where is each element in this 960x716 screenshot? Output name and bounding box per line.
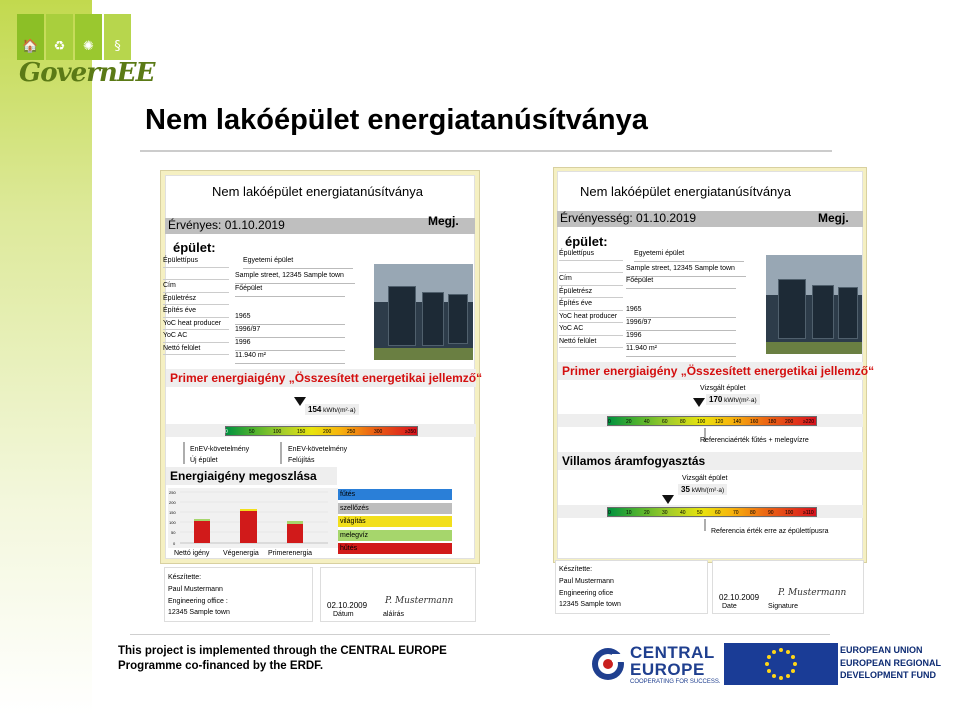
ce-line: CENTRAL [630, 643, 715, 662]
scale-tick: 120 [715, 419, 724, 425]
field-label: Épületrész [163, 293, 229, 306]
prepared-office: Engineering ofice [559, 590, 614, 597]
right-marker-value: 170 [709, 395, 723, 404]
right-signature-label: Signature [768, 603, 798, 610]
net-area-value: 11.940 m² [626, 345, 736, 357]
right-building-heading: épület: [565, 234, 608, 249]
logo-band [0, 0, 92, 716]
net-area-value: 11.940 m² [235, 352, 345, 364]
left-building-heading: épület: [173, 240, 216, 255]
field-label: Nettó felület [559, 336, 623, 349]
ce-tagline: COOPERATING FOR SUCCESS. [630, 679, 721, 685]
left-field-labels [163, 255, 229, 355]
right-marker-arrow [693, 398, 705, 407]
page-title: Nem lakóépület energiatanúsítványa [145, 104, 648, 136]
scale-tick: 0 [608, 419, 611, 425]
scale-tick: 80 [750, 510, 756, 516]
paragraph-icon: § [104, 14, 131, 60]
breakdown-axis-tick: 250 [169, 490, 176, 495]
scale-tick: 180 [768, 419, 777, 425]
breakdown-axis-tick: 200 [169, 500, 176, 505]
eu-flag [724, 643, 838, 685]
field-label: YoC heat producer [559, 311, 623, 324]
eu-fund-text [840, 644, 941, 682]
left-cert-title: Nem lakóépület energiatanúsítványa [212, 184, 424, 199]
requirement-new-sub: Új épület [190, 457, 218, 464]
scale-tick: 20 [626, 419, 632, 425]
electric-reference-note: Referencia érték erre az épülettípusra [711, 528, 829, 535]
electric-marker-arrow [662, 495, 674, 504]
title-divider [140, 150, 832, 152]
right-marker-label: Vizsgált épület [700, 385, 746, 392]
scale-tick: 200 [785, 419, 794, 425]
footer-divider [130, 634, 830, 635]
requirement-renov-sub: Felújítás [288, 457, 315, 464]
breakdown-bar-net [194, 521, 210, 543]
central-europe-logo [590, 644, 720, 688]
scale-tick: 0 [608, 510, 611, 516]
left-marker-unit: kWh/(m²·a) [323, 407, 356, 414]
breakdown-category: Nettó igény [174, 550, 210, 557]
footer-line: Programme co-financed by the ERDF. [118, 660, 324, 672]
left-marker-value: 154 [308, 405, 322, 414]
requirement-pointers [180, 442, 300, 464]
footer-text [118, 644, 447, 674]
scale-tick: 0 [225, 429, 228, 435]
breakdown-category: Primerenergia [268, 550, 312, 557]
left-primary-heading: Primer energiaigény „Összesített energetikai jellemző“ [166, 369, 476, 387]
eu-line: EUROPEAN REGIONAL [840, 657, 942, 668]
prepared-label: Készítette: [559, 566, 593, 573]
scale-tick: 50 [249, 429, 255, 435]
right-date-label: Date [722, 603, 737, 610]
electric-scale-ticks [607, 510, 817, 518]
scale-tick: 100 [273, 429, 282, 435]
recycle-icon: ♻ [46, 14, 73, 60]
address-value: Sample street, 12345 Sample town [626, 265, 746, 277]
breakdown-bar-primary [287, 524, 303, 543]
right-signature-mark: P. Mustermann [778, 588, 847, 598]
breakdown-axis-tick: 50 [171, 530, 176, 535]
scale-tick: 40 [644, 419, 650, 425]
field-label: YoC AC [163, 330, 229, 343]
right-marker-unit: kWh/(m²·a) [724, 397, 757, 404]
build-year-value: 1965 [235, 313, 345, 325]
scale-tick: 140 [733, 419, 742, 425]
left-megj: Megj. [428, 214, 459, 228]
right-reference-note: Referenciaérték fűtés + melegvízre [700, 437, 809, 444]
yoc-ac-value: 1996 [235, 339, 345, 351]
yoc-ac-value: 1996 [626, 332, 736, 344]
scale-tick: 60 [715, 510, 721, 516]
eu-line: DEVELOPMENT FUND [840, 670, 937, 680]
left-signature-mark: P. Mustermann [385, 596, 454, 606]
right-marker-value-box [706, 394, 760, 405]
sun-icon: ✺ [75, 14, 102, 60]
scale-tick: 200 [323, 429, 332, 435]
scale-tick: ≥220 [803, 419, 815, 425]
electric-heading: Villamos áramfogyasztás [558, 452, 863, 470]
right-primary-heading: Primer energiaigény „Összesített energetikai jellemző“ [558, 362, 863, 380]
breakdown-heading: Energiaigény megoszlása [166, 467, 337, 485]
prepared-name: Paul Mustermann [168, 586, 223, 593]
breakdown-axis-tick: 150 [169, 510, 176, 515]
scale-tick: 150 [297, 429, 306, 435]
electric-marker-unit: kWh/(m²·a) [691, 487, 725, 494]
ce-wordmark [630, 644, 715, 678]
electric-marker-value-box [678, 484, 727, 495]
legend-hot-water: melegvíz [338, 530, 452, 541]
legend-ventilation: szellőzés [338, 503, 452, 514]
scale-tick: 70 [733, 510, 739, 516]
legend-heating: fűtés [338, 489, 452, 500]
address-value: Sample street, 12345 Sample town [235, 272, 355, 284]
left-signature-label: aláírás [383, 611, 405, 618]
breakdown-axis-tick: 100 [169, 520, 176, 525]
building-type-value: Egyetemi épület [243, 257, 353, 269]
right-date: 02.10.2009 [719, 593, 760, 602]
field-label: Épülettípus [559, 248, 623, 261]
building-type-value: Egyetemi épület [634, 250, 744, 262]
left-date-label: Dátum [333, 611, 354, 618]
prepared-name: Paul Mustermann [559, 578, 614, 585]
scale-tick: 160 [750, 419, 759, 425]
field-label: YoC AC [559, 323, 623, 336]
legend-lighting: világítás [338, 516, 452, 527]
scale-tick: ≥110 [803, 510, 814, 516]
field-label: Építés éve [163, 305, 229, 318]
prepared-town: 12345 Sample town [168, 609, 230, 616]
left-marker-value-box [305, 404, 359, 415]
central-europe-mark-icon [590, 646, 626, 682]
eu-line: EUROPEAN UNION [840, 645, 923, 655]
scale-tick: 40 [680, 510, 686, 516]
legend-cooling: hűtés [338, 543, 452, 554]
scale-tick: 100 [697, 419, 706, 425]
right-validity: Érvényesség: 01.10.2019 [560, 211, 697, 225]
prepared-label: Készítette: [168, 574, 202, 581]
yoc-heat-value: 1996/97 [235, 326, 345, 338]
right-megj: Megj. [818, 211, 849, 225]
field-label [559, 261, 623, 274]
electric-marker-label: Vizsgált épület [682, 475, 728, 482]
breakdown-category: Végenergia [223, 550, 259, 557]
governee-logo [17, 14, 155, 94]
right-building-photo [766, 255, 862, 354]
eu-stars-icon [724, 643, 838, 685]
building-part-value: Főépület [235, 285, 345, 297]
field-label: Építés éve [559, 298, 623, 311]
field-label [163, 268, 229, 281]
building-part-value: Főépület [626, 277, 736, 289]
field-label: YoC heat producer [163, 318, 229, 331]
field-label: Nettó felület [163, 343, 229, 356]
field-label: Épülettípus [163, 255, 229, 268]
prepared-office: Engineering office : [168, 598, 228, 605]
right-scale-ticks [607, 419, 817, 427]
right-field-labels [559, 248, 623, 348]
scale-tick: 300 [374, 429, 383, 435]
footer-line: This project is implemented through the CENTRAL EUROPE [118, 645, 447, 657]
left-validity: Érvényes: 01.10.2019 [168, 218, 285, 232]
prepared-town: 12345 Sample town [559, 601, 621, 608]
right-cert-title: Nem lakóépület energiatanúsítványa [580, 184, 792, 199]
scale-tick: 90 [768, 510, 774, 516]
scale-tick: 10 [626, 510, 632, 516]
left-scale-ticks [225, 429, 418, 437]
scale-tick: 250 [347, 429, 356, 435]
logo-wordmark: GovernEE [19, 58, 155, 88]
requirement-new-label: EnEV-követelmény [190, 446, 250, 453]
electric-marker-value: 35 [681, 485, 690, 494]
left-date: 02.10.2009 [327, 601, 368, 610]
build-year-value: 1965 [626, 306, 736, 318]
scale-tick: 30 [662, 510, 668, 516]
scale-tick: 50 [697, 510, 703, 516]
left-building-photo [374, 264, 473, 360]
breakdown-axis-tick: 0 [173, 541, 176, 546]
field-label: Cím [559, 273, 623, 286]
yoc-heat-value: 1996/97 [626, 319, 736, 331]
house-icon: 🏠 [17, 14, 44, 60]
scale-tick: 20 [644, 510, 650, 516]
breakdown-chart [168, 488, 338, 548]
field-label: Épületrész [559, 286, 623, 299]
scale-tick: 80 [680, 419, 686, 425]
field-label: Cím [163, 280, 229, 293]
scale-tick: 60 [662, 419, 668, 425]
electric-reference-pointer [700, 519, 710, 531]
scale-tick: 100 [785, 510, 794, 516]
breakdown-bar-final [240, 511, 257, 543]
ce-line: EUROPE [630, 660, 705, 679]
requirement-renov-label: EnEV-követelmény [288, 446, 348, 453]
scale-tick: ≥350 [405, 429, 417, 435]
